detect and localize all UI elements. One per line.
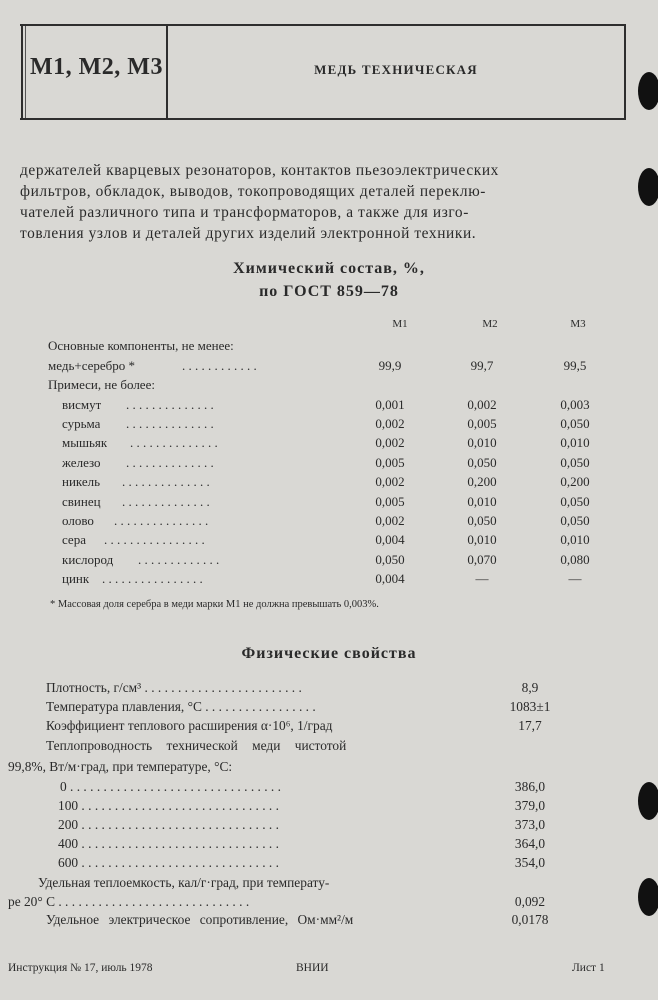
row-value: 373,0 <box>514 817 546 832</box>
main-components-heading <box>0 338 658 358</box>
row-value: 354,0 <box>514 855 546 870</box>
leader-dots: . . . . . . . . . . . . . . . <box>114 513 209 528</box>
table-row <box>0 912 658 932</box>
value-m2: — <box>475 571 489 586</box>
row-value: 386,0 <box>514 779 546 794</box>
leader-dots: . . . . . . . . . . . . . . <box>126 455 214 470</box>
row-label: 200 . . . . . . . . . . . . . . . . . . . . . . . . . . . . . . <box>58 817 279 832</box>
table-row <box>0 513 658 533</box>
leader-dots: . . . . . . . . . . . . . . <box>126 397 214 412</box>
value-m2: 0,070 <box>467 552 497 567</box>
phys-title: Физические свойства <box>241 645 417 662</box>
row-value: 379,0 <box>514 798 546 813</box>
row-label: Температура плавления, °С . . . . . . . . . . . . . . . . . <box>46 699 316 714</box>
row-label: 400 . . . . . . . . . . . . . . . . . . . . . . . . . . . . . . <box>58 836 279 851</box>
value-m2: 0,200 <box>467 474 497 489</box>
leader-dots: . . . . . . . . . . . . . . <box>130 435 218 450</box>
row-value: 364,0 <box>514 836 546 851</box>
chem-title-line2: по ГОСТ 859—78 <box>259 283 399 300</box>
row-label: сера <box>62 532 86 547</box>
value-m2: 0,010 <box>467 435 497 450</box>
value-m3: 0,050 <box>560 455 590 470</box>
table-row <box>0 779 658 799</box>
value-m3: 0,010 <box>560 532 590 547</box>
value-m2: 0,050 <box>467 455 497 470</box>
table-row <box>0 855 658 875</box>
chem-title-line1: Химический состав, %, <box>233 260 425 277</box>
table-row <box>0 397 658 417</box>
row-value: 0,092 <box>514 894 546 909</box>
footer-sheet: Лист 1 <box>572 962 605 974</box>
heading-text: Основные компоненты, не менее: <box>48 338 234 353</box>
value-m1: 0,002 <box>375 474 405 489</box>
leader-dots: . . . . . . . . . . . . . . . . <box>102 571 203 586</box>
footer-publisher: ВНИИ <box>296 962 329 974</box>
header-border-bottom <box>20 118 626 120</box>
table-row <box>0 894 658 914</box>
row-label: свинец <box>62 494 101 509</box>
leader-dots: . . . . . . . . . . . . . . <box>126 416 214 431</box>
value-m1: 0,005 <box>375 494 405 509</box>
value-m3: 0,080 <box>560 552 590 567</box>
table-row <box>0 798 658 818</box>
table-row <box>0 416 658 436</box>
row-label: мышьяк <box>62 435 108 450</box>
table-row <box>0 571 658 591</box>
table-row <box>0 532 658 552</box>
table-row <box>0 552 658 572</box>
row-label: олово <box>62 513 94 528</box>
value-m3: 0,050 <box>560 416 590 431</box>
table-row <box>0 699 658 719</box>
intro-line: фильтров, обкладок, выводов, токопроводящих деталей переклю- <box>20 183 487 200</box>
row-label: висмут <box>62 397 102 412</box>
value-m1: 0,001 <box>375 397 405 412</box>
table-row <box>0 817 658 837</box>
value-m2: 0,005 <box>467 416 497 431</box>
col-header-m3: М3 <box>570 318 586 330</box>
value-m1: 0,002 <box>375 513 405 528</box>
leader-dots: . . . . . . . . . . . . . <box>138 552 220 567</box>
row-label: Удельная теплоемкость, кал/г·град, при температу- <box>38 875 330 890</box>
row-label: Плотность, г/см³ . . . . . . . . . . . . . . . . . . . . . . . . <box>46 680 302 695</box>
intro-line: держателей кварцевых резонаторов, контактов пьезоэлектрических <box>20 162 499 179</box>
table-row <box>0 836 658 856</box>
row-label: железо <box>62 455 101 470</box>
value-m3: 99,5 <box>563 358 587 373</box>
row-value: 8,9 <box>521 680 539 695</box>
table-row <box>0 455 658 475</box>
table-row <box>0 875 658 895</box>
grades-label: М1, М2, М3 <box>30 54 163 80</box>
table-row <box>0 435 658 455</box>
value-m2: 0,010 <box>467 532 497 547</box>
leader-dots: . . . . . . . . . . . . . . <box>122 494 210 509</box>
row-label: Коэффициент теплового расширения α·10⁶, 1/град <box>46 718 333 733</box>
value-m1: 99,9 <box>378 358 402 373</box>
table-row <box>0 680 658 700</box>
value-m1: 0,005 <box>375 455 405 470</box>
table-row <box>0 738 658 758</box>
header-border-right <box>624 26 626 118</box>
impurities-heading <box>0 377 658 397</box>
row-value: 1083±1 <box>509 699 551 714</box>
punch-hole <box>638 72 658 110</box>
value-m3: 0,200 <box>560 474 590 489</box>
leader-dots: . . . . . . . . . . . . <box>182 358 257 373</box>
value-m1: 0,004 <box>375 532 405 547</box>
row-label: Удельное электрическое сопротивление, Ом·мм²/м <box>46 912 354 927</box>
row-value: 17,7 <box>518 718 542 733</box>
value-m2: 99,7 <box>470 358 494 373</box>
row-label: сурьма <box>62 416 101 431</box>
table-row <box>0 718 658 738</box>
table-row <box>0 474 658 494</box>
table-row <box>0 494 658 514</box>
row-label: 100 . . . . . . . . . . . . . . . . . . . . . . . . . . . . . . <box>58 798 279 813</box>
value-m2: 0,010 <box>467 494 497 509</box>
row-label: Теплопроводность технической меди чистотой <box>46 738 347 753</box>
value-m2: 0,002 <box>467 397 497 412</box>
value-m3: 0,003 <box>560 397 590 412</box>
leader-dots: . . . . . . . . . . . . . . . . <box>104 532 205 547</box>
row-label: медь+серебро * <box>48 358 136 373</box>
intro-line: товления узлов и деталей других изделий электронной техники. <box>20 225 477 242</box>
intro-line: чателей различного типа и трансформаторов, а также для изго- <box>20 204 469 221</box>
value-m2: 0,050 <box>467 513 497 528</box>
chem-footnote: * Массовая доля серебра в меди марки М1 не должна превышать 0,003%. <box>50 599 379 610</box>
header-border-top <box>20 24 626 26</box>
value-m1: 0,002 <box>375 416 405 431</box>
document-title: МЕДЬ ТЕХНИЧЕСКАЯ <box>314 62 478 77</box>
value-m1: 0,050 <box>375 552 405 567</box>
row-value: 0,0178 <box>511 912 549 927</box>
row-label: кислород <box>62 552 114 567</box>
header-border-left <box>21 26 23 118</box>
row-label: никель <box>62 474 101 489</box>
value-m3: — <box>568 571 582 586</box>
value-m1: 0,002 <box>375 435 405 450</box>
value-m3: 0,050 <box>560 494 590 509</box>
row-label: 600 . . . . . . . . . . . . . . . . . . . . . . . . . . . . . . <box>58 855 279 870</box>
col-header-m1: М1 <box>392 318 408 330</box>
row-label: 99,8%, Вт/м·град, при температуре, °С: <box>8 759 233 774</box>
punch-hole <box>638 168 658 206</box>
intro-paragraph <box>20 160 628 244</box>
table-row <box>0 759 658 779</box>
value-m3: 0,010 <box>560 435 590 450</box>
row-label: цинк <box>62 571 90 586</box>
value-m1: 0,004 <box>375 571 405 586</box>
table-row <box>0 358 658 378</box>
value-m3: 0,050 <box>560 513 590 528</box>
header-border-left-inner <box>25 26 26 118</box>
leader-dots: . . . . . . . . . . . . . . <box>122 474 210 489</box>
row-label: ре 20° С . . . . . . . . . . . . . . . . . . . . . . . . . . . . . <box>8 894 250 909</box>
col-header-m2: М2 <box>482 318 498 330</box>
row-label: 0 . . . . . . . . . . . . . . . . . . . . . . . . . . . . . . . . <box>60 779 281 794</box>
heading-text: Примеси, не более: <box>48 377 155 392</box>
footer-instruction: Инструкция № 17, июль 1978 <box>8 962 153 974</box>
